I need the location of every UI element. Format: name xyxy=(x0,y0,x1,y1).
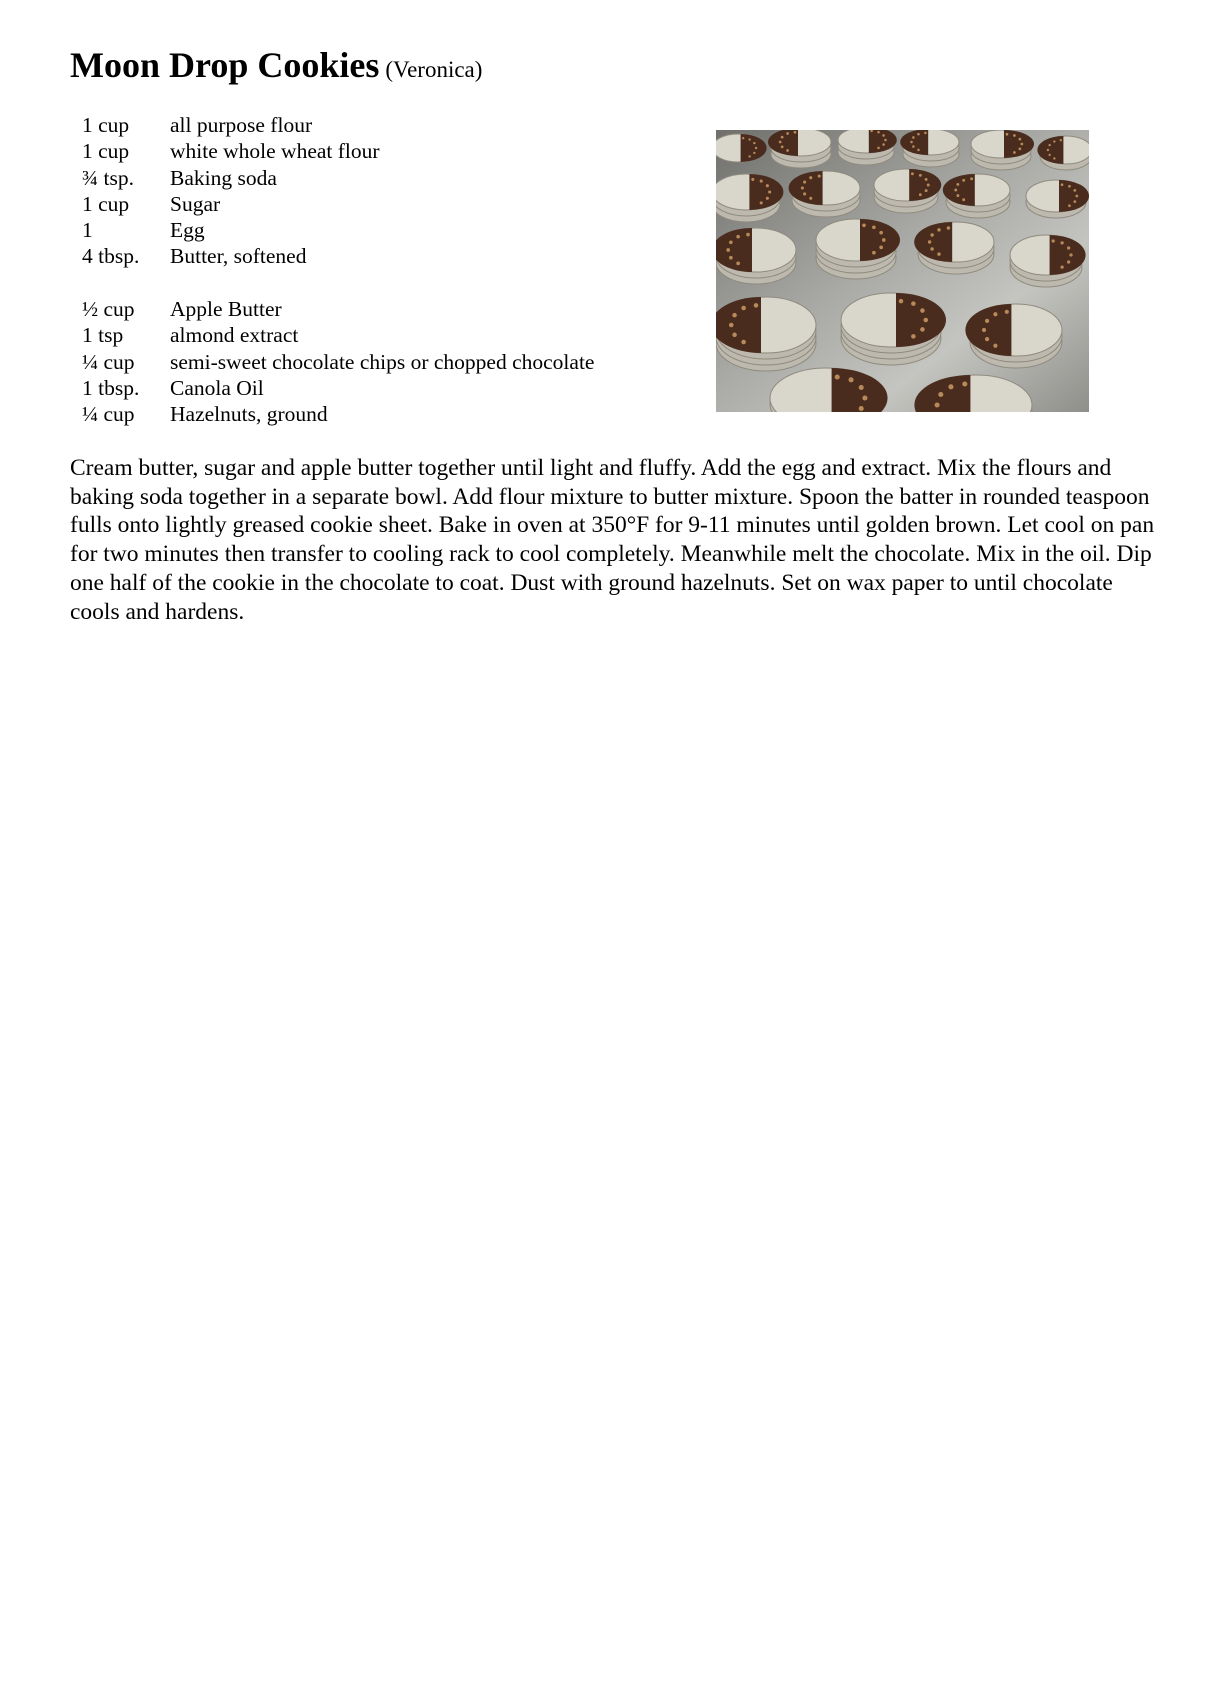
cookie xyxy=(841,293,946,365)
ingredient-quantity: ½ cup xyxy=(82,297,135,322)
title-line xyxy=(70,44,482,86)
ingredient-quantity: 1 tsp xyxy=(82,323,124,348)
recipe-author: (Veronica) xyxy=(385,57,483,82)
ingredient-group-spacer xyxy=(70,270,594,296)
cookie xyxy=(914,222,994,274)
ingredient-name: Baking soda xyxy=(170,165,277,190)
ingredient-name: Butter, softened xyxy=(170,244,307,269)
cookie xyxy=(1010,235,1086,287)
ingredient-name: white whole wheat flour xyxy=(170,139,380,164)
ingredient-name: Canola Oil xyxy=(170,375,264,400)
cookie-photo-illustration xyxy=(716,130,1089,412)
ingredient-quantity: 1 cup xyxy=(82,113,130,137)
recipe-title: Moon Drop Cookies xyxy=(70,45,380,85)
ingredient-name: almond extract xyxy=(170,323,299,348)
ingredient-name: Egg xyxy=(170,218,205,243)
cookie xyxy=(874,169,941,213)
ingredient-quantity: 1 tbsp. xyxy=(82,375,140,400)
cookie xyxy=(768,130,831,168)
cookie xyxy=(716,134,767,162)
cookie xyxy=(965,304,1062,368)
ingredient-quantity: 1 cup xyxy=(82,139,130,164)
cookie xyxy=(943,174,1010,218)
cookie xyxy=(971,130,1034,170)
cookie xyxy=(816,219,900,279)
cookie xyxy=(716,228,796,284)
cookie-photo xyxy=(716,130,1089,412)
ingredient-row xyxy=(70,296,594,322)
cookie xyxy=(1037,136,1089,170)
ingredient-row xyxy=(70,165,594,191)
ingredient-list xyxy=(70,112,594,428)
cookie xyxy=(1026,180,1089,218)
ingredient-quantity: ¼ cup xyxy=(82,402,135,427)
ingredient-row xyxy=(70,191,594,217)
ingredient-quantity: 4 tbsp. xyxy=(82,244,140,269)
ingredient-row xyxy=(70,401,594,427)
recipe-instructions: Cream butter, sugar and apple butter together until light and fluffy. Add the egg and extract. Mix the flours and baking soda together in a separate bowl. Add flour mixture to butter mixture. Spoon the batter in rounded teaspoon fulls onto lightly greased cookie sheet. Bake in oven at 350°F for 9-11 minutes until golden brown. Let cool on pan for two minutes then transfer to cooling rack to cool completely. Meanwhile melt the chocolate. Mix in the oil. Dip one half of the cookie in the chocolate to coat. Dust with ground hazelnuts. Set on wax paper to until chocolate cools and hardens. xyxy=(70,455,1155,625)
ingredient-row xyxy=(70,138,594,164)
ingredient-quantity: 1 cup xyxy=(82,191,130,216)
cookie xyxy=(716,174,783,222)
ingredient-row xyxy=(70,375,594,401)
ingredient-row xyxy=(70,349,594,375)
ingredient-name: all purpose flour xyxy=(170,113,313,137)
ingredient-name: Sugar xyxy=(170,191,221,216)
ingredient-quantity: ¾ tsp. xyxy=(82,165,134,190)
ingredient-name: Hazelnuts, ground xyxy=(170,402,328,427)
ingredient-quantity: 1 xyxy=(82,218,93,243)
cookie xyxy=(838,130,897,165)
ingredient-row xyxy=(70,322,594,348)
ingredient-row xyxy=(70,243,594,269)
cookie xyxy=(716,297,816,371)
cookie xyxy=(900,130,959,167)
ingredient-name: Apple Butter xyxy=(170,297,282,322)
ingredient-row xyxy=(70,217,594,243)
ingredient-row xyxy=(70,112,594,138)
ingredient-name: semi-sweet chocolate chips or chopped chocolate xyxy=(170,349,595,374)
ingredient-quantity: ¼ cup xyxy=(82,349,135,374)
cookie xyxy=(789,171,860,217)
